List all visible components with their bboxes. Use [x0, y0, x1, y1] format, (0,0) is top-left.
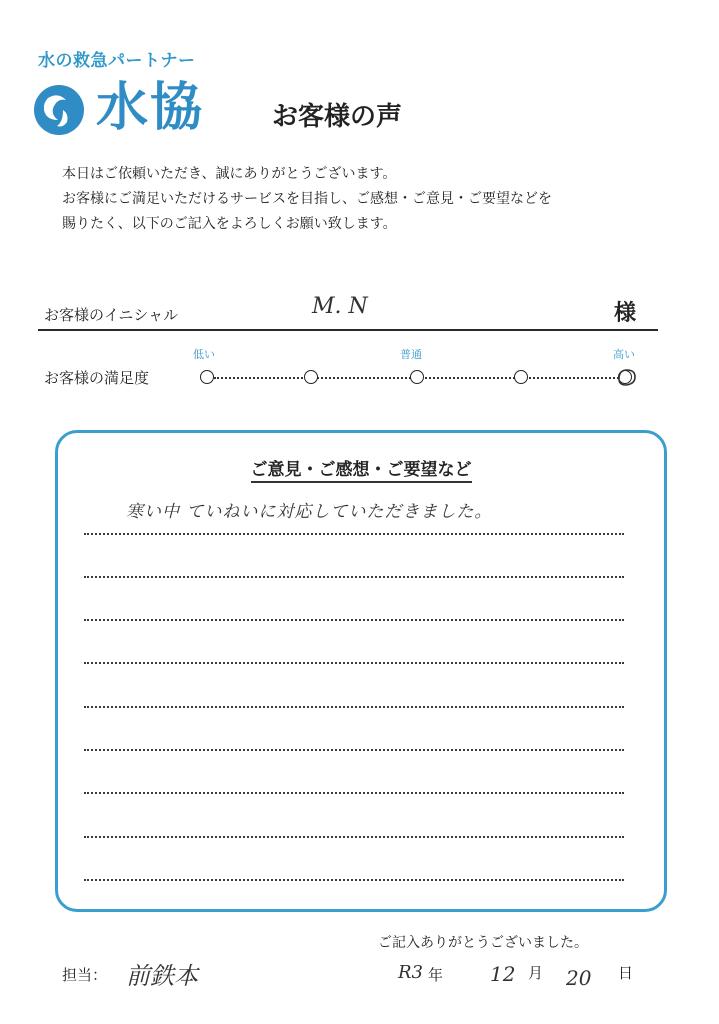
staff-label: 担当：	[62, 966, 108, 984]
intro-line: お客様にご満足いただけるサービスを目指し、ご感想・ご意見・ご要望などを	[62, 191, 552, 207]
comment-text[interactable]: 寒い中 ていねいに対応していただきました。	[126, 502, 493, 522]
month-label: 月	[528, 964, 544, 982]
selected-mark-icon	[612, 364, 640, 390]
initial-underline	[38, 329, 658, 331]
comment-line	[84, 749, 624, 751]
comment-heading	[58, 455, 664, 480]
comment-line	[84, 662, 624, 664]
intro-text	[62, 162, 552, 237]
scale-option-4[interactable]	[514, 370, 528, 384]
month-value[interactable]: 12	[490, 962, 516, 986]
intro-line: 本日はご依頼いただき、誠にありがとうございます。	[62, 166, 397, 182]
comment-line	[84, 792, 624, 794]
scale-high-label: 高い	[613, 348, 635, 361]
day-value[interactable]: 20	[566, 966, 592, 990]
thanks-text: ご記入ありがとうございました。	[378, 935, 588, 951]
water-drop-logo-icon	[30, 80, 90, 138]
day-label: 日	[618, 964, 634, 982]
year-label: 年	[428, 966, 444, 984]
brand-logo-text: 水協	[96, 77, 205, 138]
scale-option-3[interactable]	[410, 370, 424, 384]
initial-value[interactable]: M. N	[312, 294, 368, 319]
comment-box	[55, 430, 667, 912]
comment-line	[84, 836, 624, 838]
intro-line: 賜りたく、以下のご記入をよろしくお願い致します。	[62, 216, 397, 232]
comment-line	[84, 533, 624, 535]
page-title: お客様の声	[272, 102, 403, 132]
scale-option-1[interactable]	[200, 370, 214, 384]
staff-name[interactable]: 前鉄本	[126, 962, 198, 990]
brand-tagline: 水の救急パートナー	[38, 51, 196, 71]
comment-line	[84, 576, 624, 578]
honorific-label: 様	[614, 301, 637, 326]
comment-line	[84, 879, 624, 881]
era-value[interactable]: R3	[398, 962, 424, 983]
scale-mid-label: 普通	[400, 348, 422, 361]
comment-line	[84, 706, 624, 708]
scale-low-label: 低い	[193, 348, 215, 361]
satisfaction-label: お客様の満足度	[44, 369, 150, 387]
comment-heading-text: ご意見・ご感想・ご要望など	[251, 460, 472, 483]
comment-line	[84, 619, 624, 621]
initial-label: お客様のイニシャル	[44, 306, 179, 324]
scale-option-2[interactable]	[304, 370, 318, 384]
